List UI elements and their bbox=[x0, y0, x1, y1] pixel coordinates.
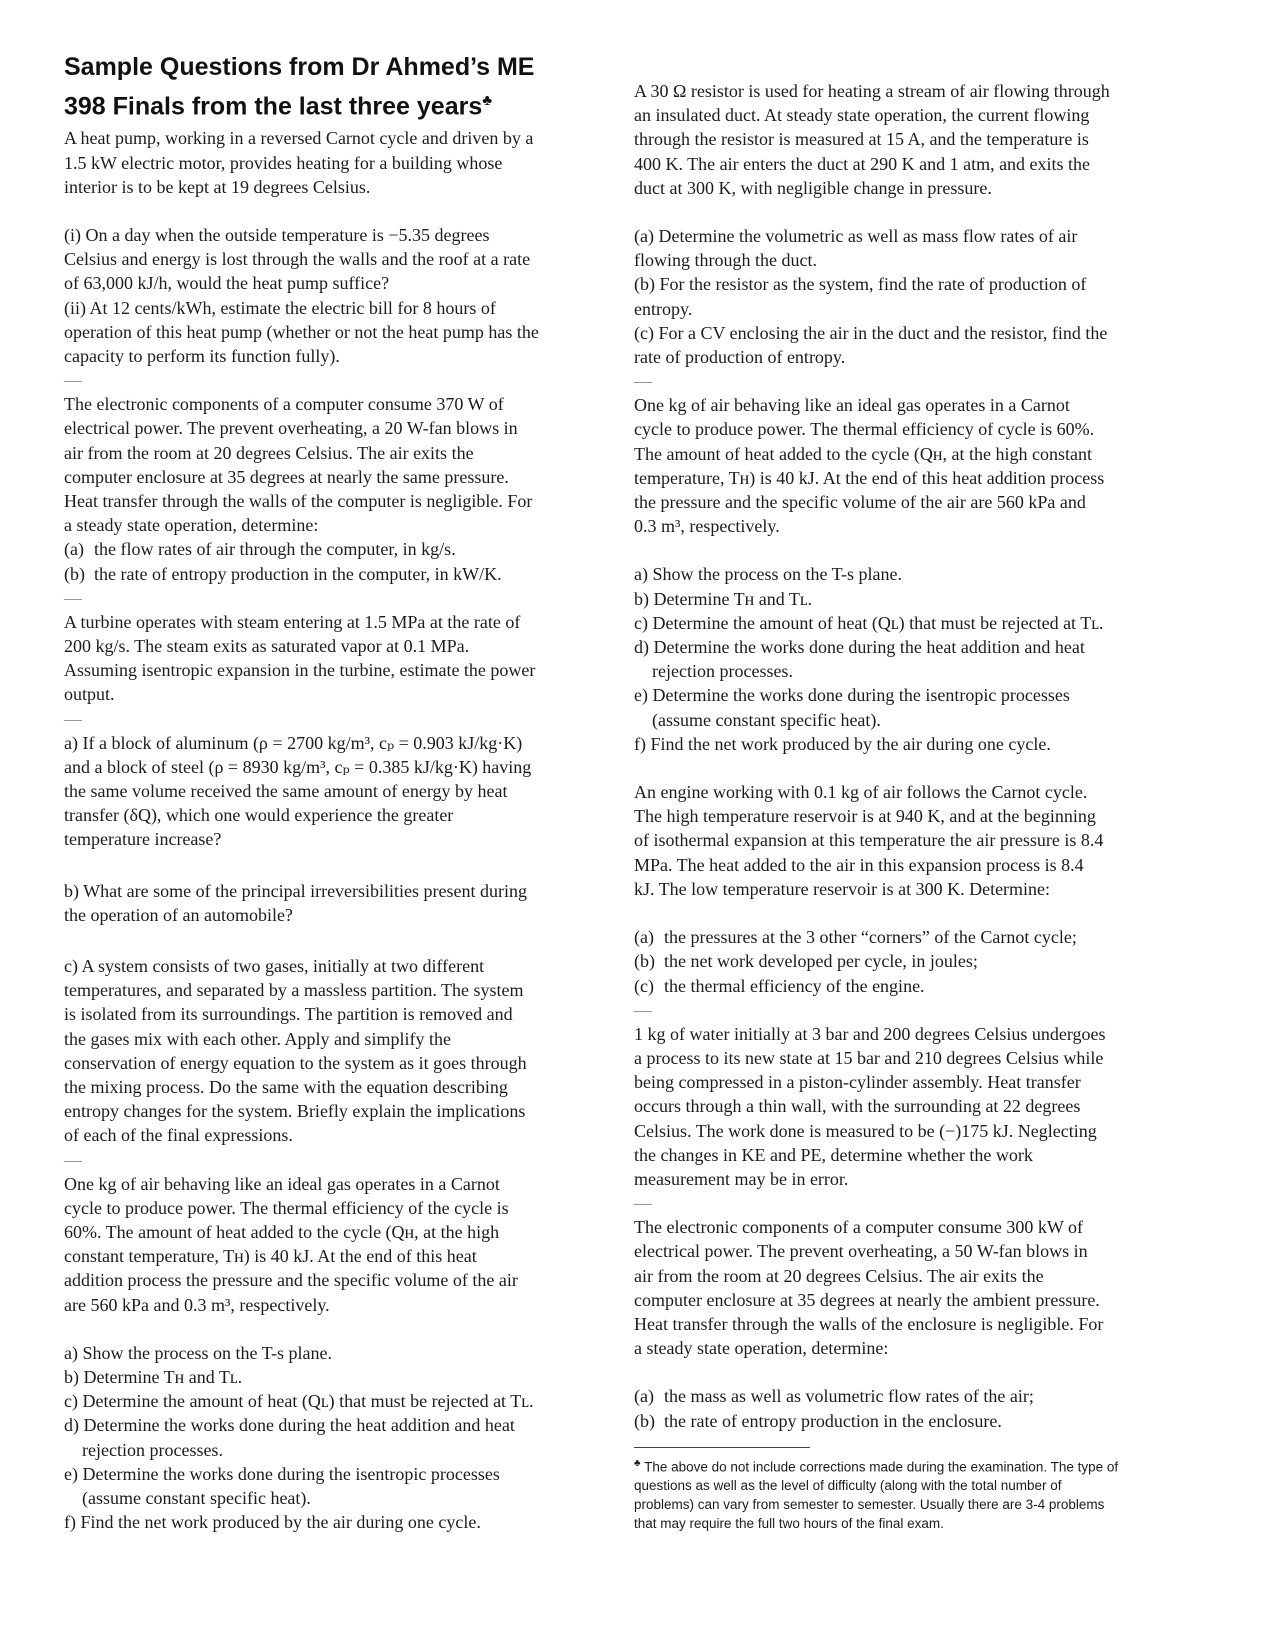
list-item: (c) For a CV enclosing the air in the duct and the resistor, find the bbox=[634, 322, 1108, 343]
text-line: a steady state operation, determine: bbox=[634, 1338, 889, 1359]
footnote-line: questions as well as the level of difficulty (along with the total number of bbox=[634, 1478, 1062, 1494]
text-line: electrical power. The prevent overheating, a 50 W-fan blows in bbox=[634, 1241, 1088, 1262]
text-line: cycle to produce power. The thermal efficiency of cycle is 60%. bbox=[634, 419, 1095, 440]
footnote-line bbox=[634, 1454, 1204, 1477]
question-heat-pump bbox=[64, 126, 612, 368]
text-line: Heat transfer through the walls of the enclosure is negligible. For bbox=[634, 1313, 1104, 1334]
question-carnot-engine bbox=[634, 780, 1204, 998]
text-line: Celsius. The work done is measured to be (−)175 kJ. Neglecting bbox=[634, 1120, 1097, 1141]
text-line: c) A system consists of two gases, initially at two different bbox=[64, 956, 485, 977]
text-line: capacity to perform its function fully). bbox=[64, 345, 340, 366]
list-item-continued: rate of production of entropy. bbox=[634, 347, 846, 368]
list-item: a) Show the process on the T-s plane. bbox=[64, 1342, 332, 1363]
list-item: f) Find the net work produced by the air during one cycle. bbox=[634, 733, 1051, 754]
question-enclosure-cooling bbox=[634, 1215, 1204, 1433]
footnote-line: that may require the full two hours of the final exam. bbox=[634, 1516, 944, 1532]
item-label: (b) bbox=[634, 951, 655, 972]
separator: — bbox=[64, 1149, 82, 1170]
list-item: b) Determine Tʜ and Tʟ. bbox=[64, 1367, 243, 1388]
text-line: 60%. The amount of heat added to the cycle (Qʜ, at the high bbox=[64, 1222, 500, 1243]
item-label: (a) bbox=[634, 927, 654, 948]
text-line: An engine working with 0.1 kg of air follows the Carnot cycle. bbox=[634, 782, 1088, 803]
separator: — bbox=[634, 1193, 652, 1214]
title-line-1: Sample Questions from Dr Ahmed’s ME bbox=[64, 53, 535, 81]
text-line: occurs through a thin wall, with the surrounding at 22 degrees bbox=[634, 1096, 1081, 1117]
separator: — bbox=[634, 999, 652, 1020]
text-line: and a block of steel (ρ = 8930 kg/m³, cₚ = 0.385 kJ/kg·K) having bbox=[64, 756, 532, 777]
text-line: the mixing process. Do the same with the equation describing bbox=[64, 1077, 508, 1098]
item-text: the rate of entropy production in the enclosure. bbox=[664, 1410, 1002, 1431]
text-line: computer enclosure at 35 degrees at nearly the ambient pressure. bbox=[634, 1289, 1100, 1310]
text-line: The amount of heat added to the cycle (Qʜ, at the high constant bbox=[634, 443, 1092, 464]
text-line: Celsius and energy is lost through the walls and the roof at a rate bbox=[64, 249, 531, 270]
text-line: constant temperature, Tʜ) is 40 kJ. At the end of this heat bbox=[64, 1246, 477, 1267]
text-line: The high temperature reservoir is at 940 K, and at the beginning bbox=[634, 806, 1096, 827]
item-text: the net work developed per cycle, in joules; bbox=[664, 951, 978, 972]
text-line: 400 K. The air enters the duct at 290 K and 1 atm, and exits the bbox=[634, 153, 1091, 174]
question-carnot-air-2 bbox=[634, 393, 1204, 756]
text-line: entropy changes for the system. Briefly explain the implications bbox=[64, 1101, 526, 1122]
footnote-text: The above do not include corrections made during the examination. The type of bbox=[644, 1459, 1119, 1475]
item-text: the pressures at the 3 other “corners” of the Carnot cycle; bbox=[664, 927, 1077, 948]
title-footnote-mark: ♣ bbox=[482, 92, 493, 109]
text-line: addition process the pressure and the specific volume of the air bbox=[64, 1270, 518, 1291]
item-label: (c) bbox=[634, 975, 654, 996]
text-line: an insulated duct. At steady state operation, the current flowing bbox=[634, 105, 1090, 126]
list-item bbox=[634, 1409, 1204, 1433]
list-item-continued: rejection processes. bbox=[652, 661, 793, 682]
text-line: the pressure and the specific volume of the air are 560 kPa and bbox=[634, 492, 1086, 513]
question-computer-cooling bbox=[64, 392, 612, 586]
text-line: A 30 Ω resistor is used for heating a stream of air flowing through bbox=[634, 81, 1110, 101]
page-title bbox=[64, 50, 612, 123]
text-line: b) What are some of the principal irreversibilities present during bbox=[64, 880, 528, 901]
question-resistor-duct bbox=[634, 79, 1204, 369]
text-line: One kg of air behaving like an ideal gas operates in a Carnot bbox=[634, 395, 1070, 416]
item-label: (b) bbox=[634, 1410, 655, 1431]
text-line: 0.3 m³, respectively. bbox=[634, 516, 780, 537]
item-text: the rate of entropy production in the computer, in kW/K. bbox=[94, 563, 502, 584]
text-line: computer enclosure at 35 degrees at nearly the same pressure. bbox=[64, 466, 509, 487]
text-line: output. bbox=[64, 684, 115, 705]
footnote-mark: ♣ bbox=[634, 1457, 641, 1469]
text-line: a process to its new state at 15 bar and 210 degrees Celsius while bbox=[634, 1047, 1104, 1068]
left-column bbox=[64, 50, 612, 1534]
list-item: e) Determine the works done during the isentropic processes bbox=[64, 1463, 500, 1484]
list-item: d) Determine the works done during the heat addition and heat bbox=[634, 637, 1085, 658]
item-text: the flow rates of air through the computer, in kg/s. bbox=[94, 539, 456, 560]
list-item: a) Show the process on the T-s plane. bbox=[634, 564, 902, 585]
list-item: f) Find the net work produced by the air during one cycle. bbox=[64, 1512, 481, 1533]
footnote-line: problems) can vary from semester to semester. Usually there are 3-4 problems bbox=[634, 1497, 1105, 1513]
list-item: (b) For the resistor as the system, find the rate of production of bbox=[634, 274, 1087, 295]
separator: — bbox=[64, 708, 82, 729]
item-text: the mass as well as volumetric flow rates of the air; bbox=[664, 1386, 1034, 1407]
separator: — bbox=[64, 370, 82, 391]
item-label: (b) bbox=[64, 563, 85, 584]
list-item bbox=[634, 925, 1204, 949]
text-line: the operation of an automobile? bbox=[64, 904, 293, 925]
text-line: kJ. The low temperature reservoir is at 300 K. Determine: bbox=[634, 878, 1051, 899]
text-line: operation of this heat pump (whether or not the heat pump has the bbox=[64, 321, 539, 342]
text-line: The electronic components of a computer consume 370 W of bbox=[64, 394, 504, 415]
text-line: of isothermal expansion at this temperature the air pressure is 8.4 bbox=[634, 830, 1104, 851]
text-line: interior is to be kept at 19 degrees Celsius. bbox=[64, 176, 371, 197]
question-water-compression bbox=[634, 1022, 1204, 1191]
list-item bbox=[634, 974, 1204, 998]
item-text: the thermal efficiency of the engine. bbox=[664, 975, 925, 996]
list-item-continued: entropy. bbox=[634, 298, 693, 319]
text-line: (ii) At 12 cents/kWh, estimate the electric bill for 8 hours of bbox=[64, 297, 496, 318]
text-line: is isolated from its surroundings. The partition is removed and bbox=[64, 1004, 513, 1025]
text-line: (i) On a day when the outside temperature is −5.35 degrees bbox=[64, 224, 490, 245]
text-line: 1.5 kW electric motor, provides heating for a building whose bbox=[64, 152, 503, 173]
text-line: Heat transfer through the walls of the computer is negligible. For bbox=[64, 490, 533, 511]
list-item: d) Determine the works done during the heat addition and heat bbox=[64, 1415, 515, 1436]
question-turbine bbox=[64, 610, 612, 707]
title-line-2-text: 398 Finals from the last three years bbox=[64, 92, 483, 121]
title-line-2 bbox=[64, 84, 612, 123]
text-line: a steady state operation, determine: bbox=[64, 515, 319, 536]
text-line: One kg of air behaving like an ideal gas operates in a Carnot bbox=[64, 1173, 500, 1194]
text-line: The electronic components of a computer consume 300 kW of bbox=[634, 1217, 1084, 1238]
text-line: electrical power. The prevent overheating, a 20 W-fan blows in bbox=[64, 418, 518, 439]
list-item-continued: rejection processes. bbox=[82, 1439, 223, 1460]
text-line: transfer (δQ), which one would experience the greater bbox=[64, 805, 454, 826]
text-line: a) If a block of aluminum (ρ = 2700 kg/m³, cₚ = 0.903 kJ/kg·K) bbox=[64, 732, 523, 753]
item-label: (a) bbox=[634, 1386, 654, 1407]
list-item bbox=[634, 1384, 1204, 1408]
list-item bbox=[634, 949, 1204, 973]
text-line: conservation of energy equation to the system as it goes through bbox=[64, 1052, 527, 1073]
question-short-answers bbox=[64, 731, 612, 1148]
text-line: are 560 kPa and 0.3 m³, respectively. bbox=[64, 1294, 330, 1315]
text-line: 200 kg/s. The steam exits as saturated vapor at 0.1 MPa. bbox=[64, 635, 470, 656]
list-item-continued: (assume constant specific heat). bbox=[652, 709, 881, 730]
list-item: b) Determine Tʜ and Tʟ. bbox=[634, 588, 813, 609]
list-item: c) Determine the amount of heat (Qʟ) that must be rejected at Tʟ. bbox=[634, 612, 1104, 633]
item-label: (a) bbox=[64, 539, 84, 560]
list-item: e) Determine the works done during the isentropic processes bbox=[634, 685, 1070, 706]
text-line: cycle to produce power. The thermal efficiency of the cycle is bbox=[64, 1197, 509, 1218]
list-item: (a) Determine the volumetric as well as mass flow rates of air bbox=[634, 226, 1078, 247]
list-item-continued: (assume constant specific heat). bbox=[82, 1488, 311, 1509]
text-line: temperatures, and separated by a massless partition. The system bbox=[64, 980, 524, 1001]
text-line: the changes in KE and PE, determine whether the work bbox=[634, 1144, 1033, 1165]
text-line: measurement may be in error. bbox=[634, 1168, 849, 1189]
text-line: the gases mix with each other. Apply and simplify the bbox=[64, 1028, 451, 1049]
text-line: A heat pump, working in a reversed Carnot cycle and driven by a bbox=[64, 128, 534, 149]
text-line: Assuming isentropic expansion in the turbine, estimate the power bbox=[64, 660, 536, 681]
list-item: c) Determine the amount of heat (Qʟ) that must be rejected at Tʟ. bbox=[64, 1391, 534, 1412]
text-line: of 63,000 kJ/h, would the heat pump suffice? bbox=[64, 273, 390, 294]
text-line: MPa. The heat added to the air in this expansion process is 8.4 bbox=[634, 854, 1084, 875]
text-line: air from the room at 20 degrees Celsius. The air exits the bbox=[634, 1265, 1044, 1286]
text-line: 1 kg of water initially at 3 bar and 200 degrees Celsius undergoes bbox=[634, 1023, 1106, 1044]
text-line: the same volume received the same amount of energy by heat bbox=[64, 781, 508, 801]
text-line: temperature, Tʜ) is 40 kJ. At the end of this heat addition process bbox=[634, 467, 1105, 488]
separator: — bbox=[64, 587, 82, 608]
list-item bbox=[64, 562, 612, 586]
right-column bbox=[634, 79, 1204, 1533]
list-item-continued: flowing through the duct. bbox=[634, 250, 817, 271]
text-line: through the resistor is measured at 15 A, and the temperature is bbox=[634, 129, 1089, 150]
text-line: of each of the final expressions. bbox=[64, 1125, 293, 1146]
footnote bbox=[634, 1454, 1204, 1534]
text-line: being compressed in a piston-cylinder assembly. Heat transfer bbox=[634, 1072, 1081, 1093]
text-line: temperature increase? bbox=[64, 829, 222, 850]
separator: — bbox=[634, 371, 652, 392]
list-item bbox=[64, 537, 612, 561]
question-carnot-air bbox=[64, 1172, 612, 1535]
text-line: air from the room at 20 degrees Celsius. The air exits the bbox=[64, 442, 474, 463]
text-line: A turbine operates with steam entering at 1.5 MPa at the rate of bbox=[64, 611, 521, 632]
text-line: duct at 300 K, with negligible change in pressure. bbox=[634, 177, 992, 198]
